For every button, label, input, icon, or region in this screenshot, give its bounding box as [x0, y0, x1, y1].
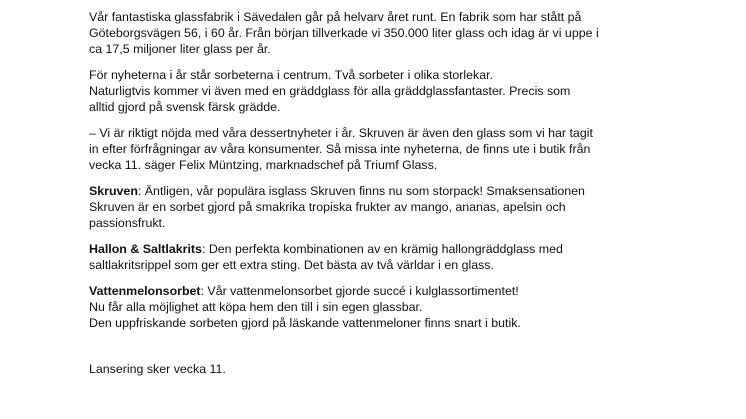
news-paragraph: För nyheterna i år står sorbeterna i centrum. Två sorbeter i olika storlekar. Naturligtvis kommer vi även med en gräddglass för alla gräddglassfantaster. Precis som alltid gjord på svensk färsk grädde. [89, 68, 571, 114]
product-skruven-name: Skruven [89, 184, 138, 198]
product-hallon-saltlakrits-paragraph [89, 241, 689, 273]
product-skruven-text: : Äntligen, vår populära isglass Skruven finns nu som storpack! Smaksensationen Skruven är en sorbet gjord på smakrika tropiska frukter av mango, ananas, apelsin och passionsfrukt. [89, 184, 585, 230]
product-vattenmelonsorbet-name: Vattenmelonsorbet [89, 284, 201, 298]
product-hallon-saltlakrits-name: Hallon & Saltlakrits [89, 242, 202, 256]
product-skruven-paragraph [89, 183, 689, 231]
product-hallon-saltlakrits-text: : Den perfekta kombinationen av en krämig hallongräddglass med saltlakritsrippel som ger ett extra sting. Det bästa av två världar i en glass. [89, 242, 563, 272]
launch-paragraph: Lansering sker vecka 11. [89, 362, 226, 376]
product-vattenmelonsorbet-text: : Vår vattenmelonsorbet gjorde succé i kulglassortimentet! Nu får alla möjlighet att köpa hem den till i sin egen glassbar. Den uppfriskande sorbeten gjord på läskande vattenmeloner finns snart i butik. [89, 284, 521, 330]
intro-paragraph: Vår fantastiska glassfabrik i Sävedalen går på helvarv året runt. En fabrik som har stått på Göteborgsvägen 56, i 60 år. Från början tillverkade vi 350.000 liter glass och idag är vi uppe i ca 17,5 miljoner liter glass per år. [89, 10, 599, 56]
product-vattenmelonsorbet-paragraph [89, 283, 689, 331]
quote-paragraph: – Vi är riktigt nöjda med våra dessertnyheter i år. Skruven är även den glass som vi har tagit in efter förfrågningar av våra konsumenter. Så missa inte nyheterna, de finns ute i butik från vecka 11. säger Felix Müntzing, marknadschef på Triumf Glass. [89, 126, 593, 172]
document-body [89, 9, 689, 387]
